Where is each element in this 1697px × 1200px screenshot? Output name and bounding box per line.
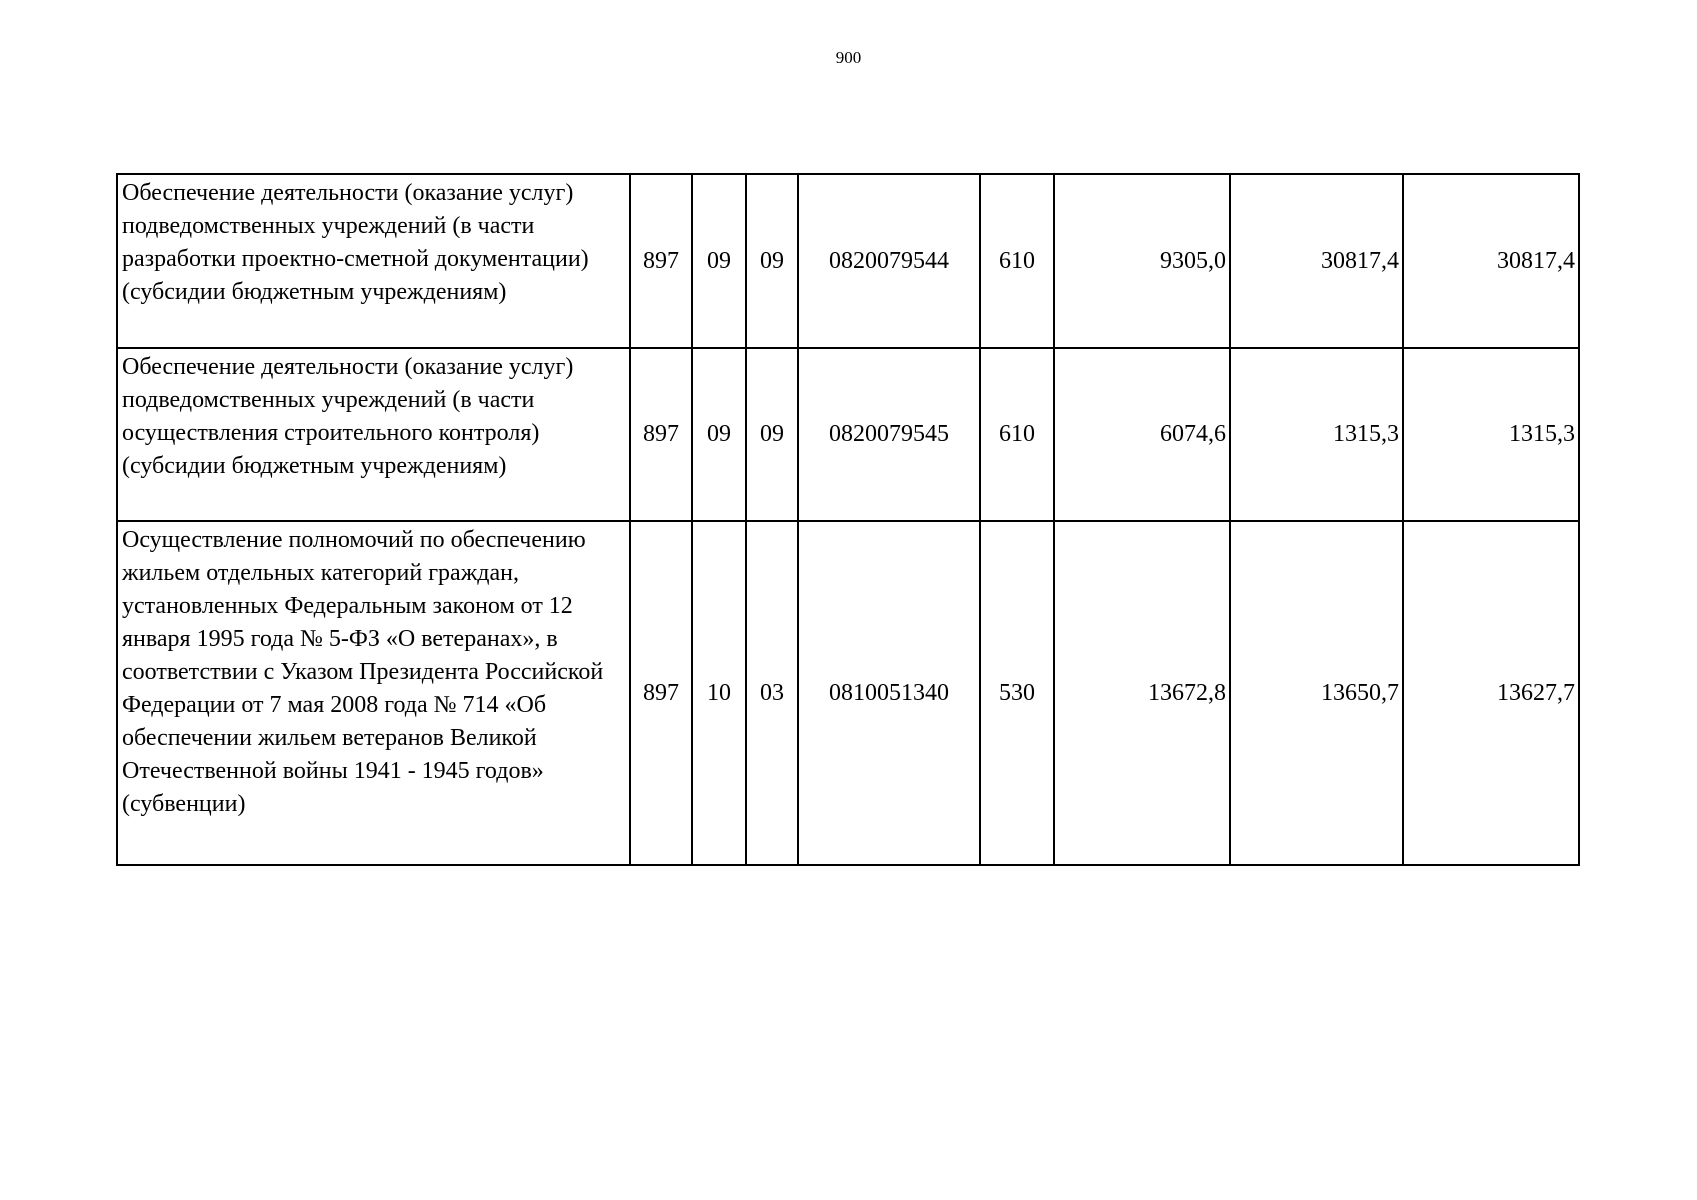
budget-table bbox=[116, 173, 1580, 866]
subsection-code: 09 bbox=[746, 348, 798, 521]
row-description: Обеспечение деятельности (оказание услуг) подведомственных учреждений (в части разработки проектно-сметной документации) (субсидии бюджетным учреждениям) bbox=[117, 174, 630, 348]
amount-year-2: 30817,4 bbox=[1230, 174, 1403, 348]
amount-year-1: 13672,8 bbox=[1054, 521, 1230, 865]
ministry-code: 897 bbox=[630, 521, 692, 865]
table-row bbox=[117, 174, 1579, 348]
target-article-code: 0820079545 bbox=[798, 348, 980, 521]
ministry-code: 897 bbox=[630, 348, 692, 521]
subsection-code: 09 bbox=[746, 174, 798, 348]
amount-year-1: 9305,0 bbox=[1054, 174, 1230, 348]
table-row bbox=[117, 348, 1579, 521]
row-description: Обеспечение деятельности (оказание услуг) подведомственных учреждений (в части осуществления строительного контроля) (субсидии бюджетным учреждениям) bbox=[117, 348, 630, 521]
target-article-code: 0810051340 bbox=[798, 521, 980, 865]
section-code: 09 bbox=[692, 174, 746, 348]
row-description: Осуществление полномочий по обеспечению жильем отдельных категорий граждан, установленных Федеральным законом от 12 января 1995 года № 5-ФЗ «О ветеранах», в соответствии с Указом Президента Российской Федерации от 7 мая 2008 года № 714 «Об обеспечении жильем ветеранов Великой Отечественной войны 1941 - 1945 годов» (субвенции) bbox=[117, 521, 630, 865]
section-code: 10 bbox=[692, 521, 746, 865]
amount-year-3: 1315,3 bbox=[1403, 348, 1579, 521]
amount-year-1: 6074,6 bbox=[1054, 348, 1230, 521]
table-row bbox=[117, 521, 1579, 865]
ministry-code: 897 bbox=[630, 174, 692, 348]
amount-year-2: 1315,3 bbox=[1230, 348, 1403, 521]
expense-type-code: 530 bbox=[980, 521, 1054, 865]
section-code: 09 bbox=[692, 348, 746, 521]
target-article-code: 0820079544 bbox=[798, 174, 980, 348]
subsection-code: 03 bbox=[746, 521, 798, 865]
amount-year-3: 13627,7 bbox=[1403, 521, 1579, 865]
amount-year-2: 13650,7 bbox=[1230, 521, 1403, 865]
amount-year-3: 30817,4 bbox=[1403, 174, 1579, 348]
expense-type-code: 610 bbox=[980, 348, 1054, 521]
page-number: 900 bbox=[835, 48, 862, 67]
expense-type-code: 610 bbox=[980, 174, 1054, 348]
